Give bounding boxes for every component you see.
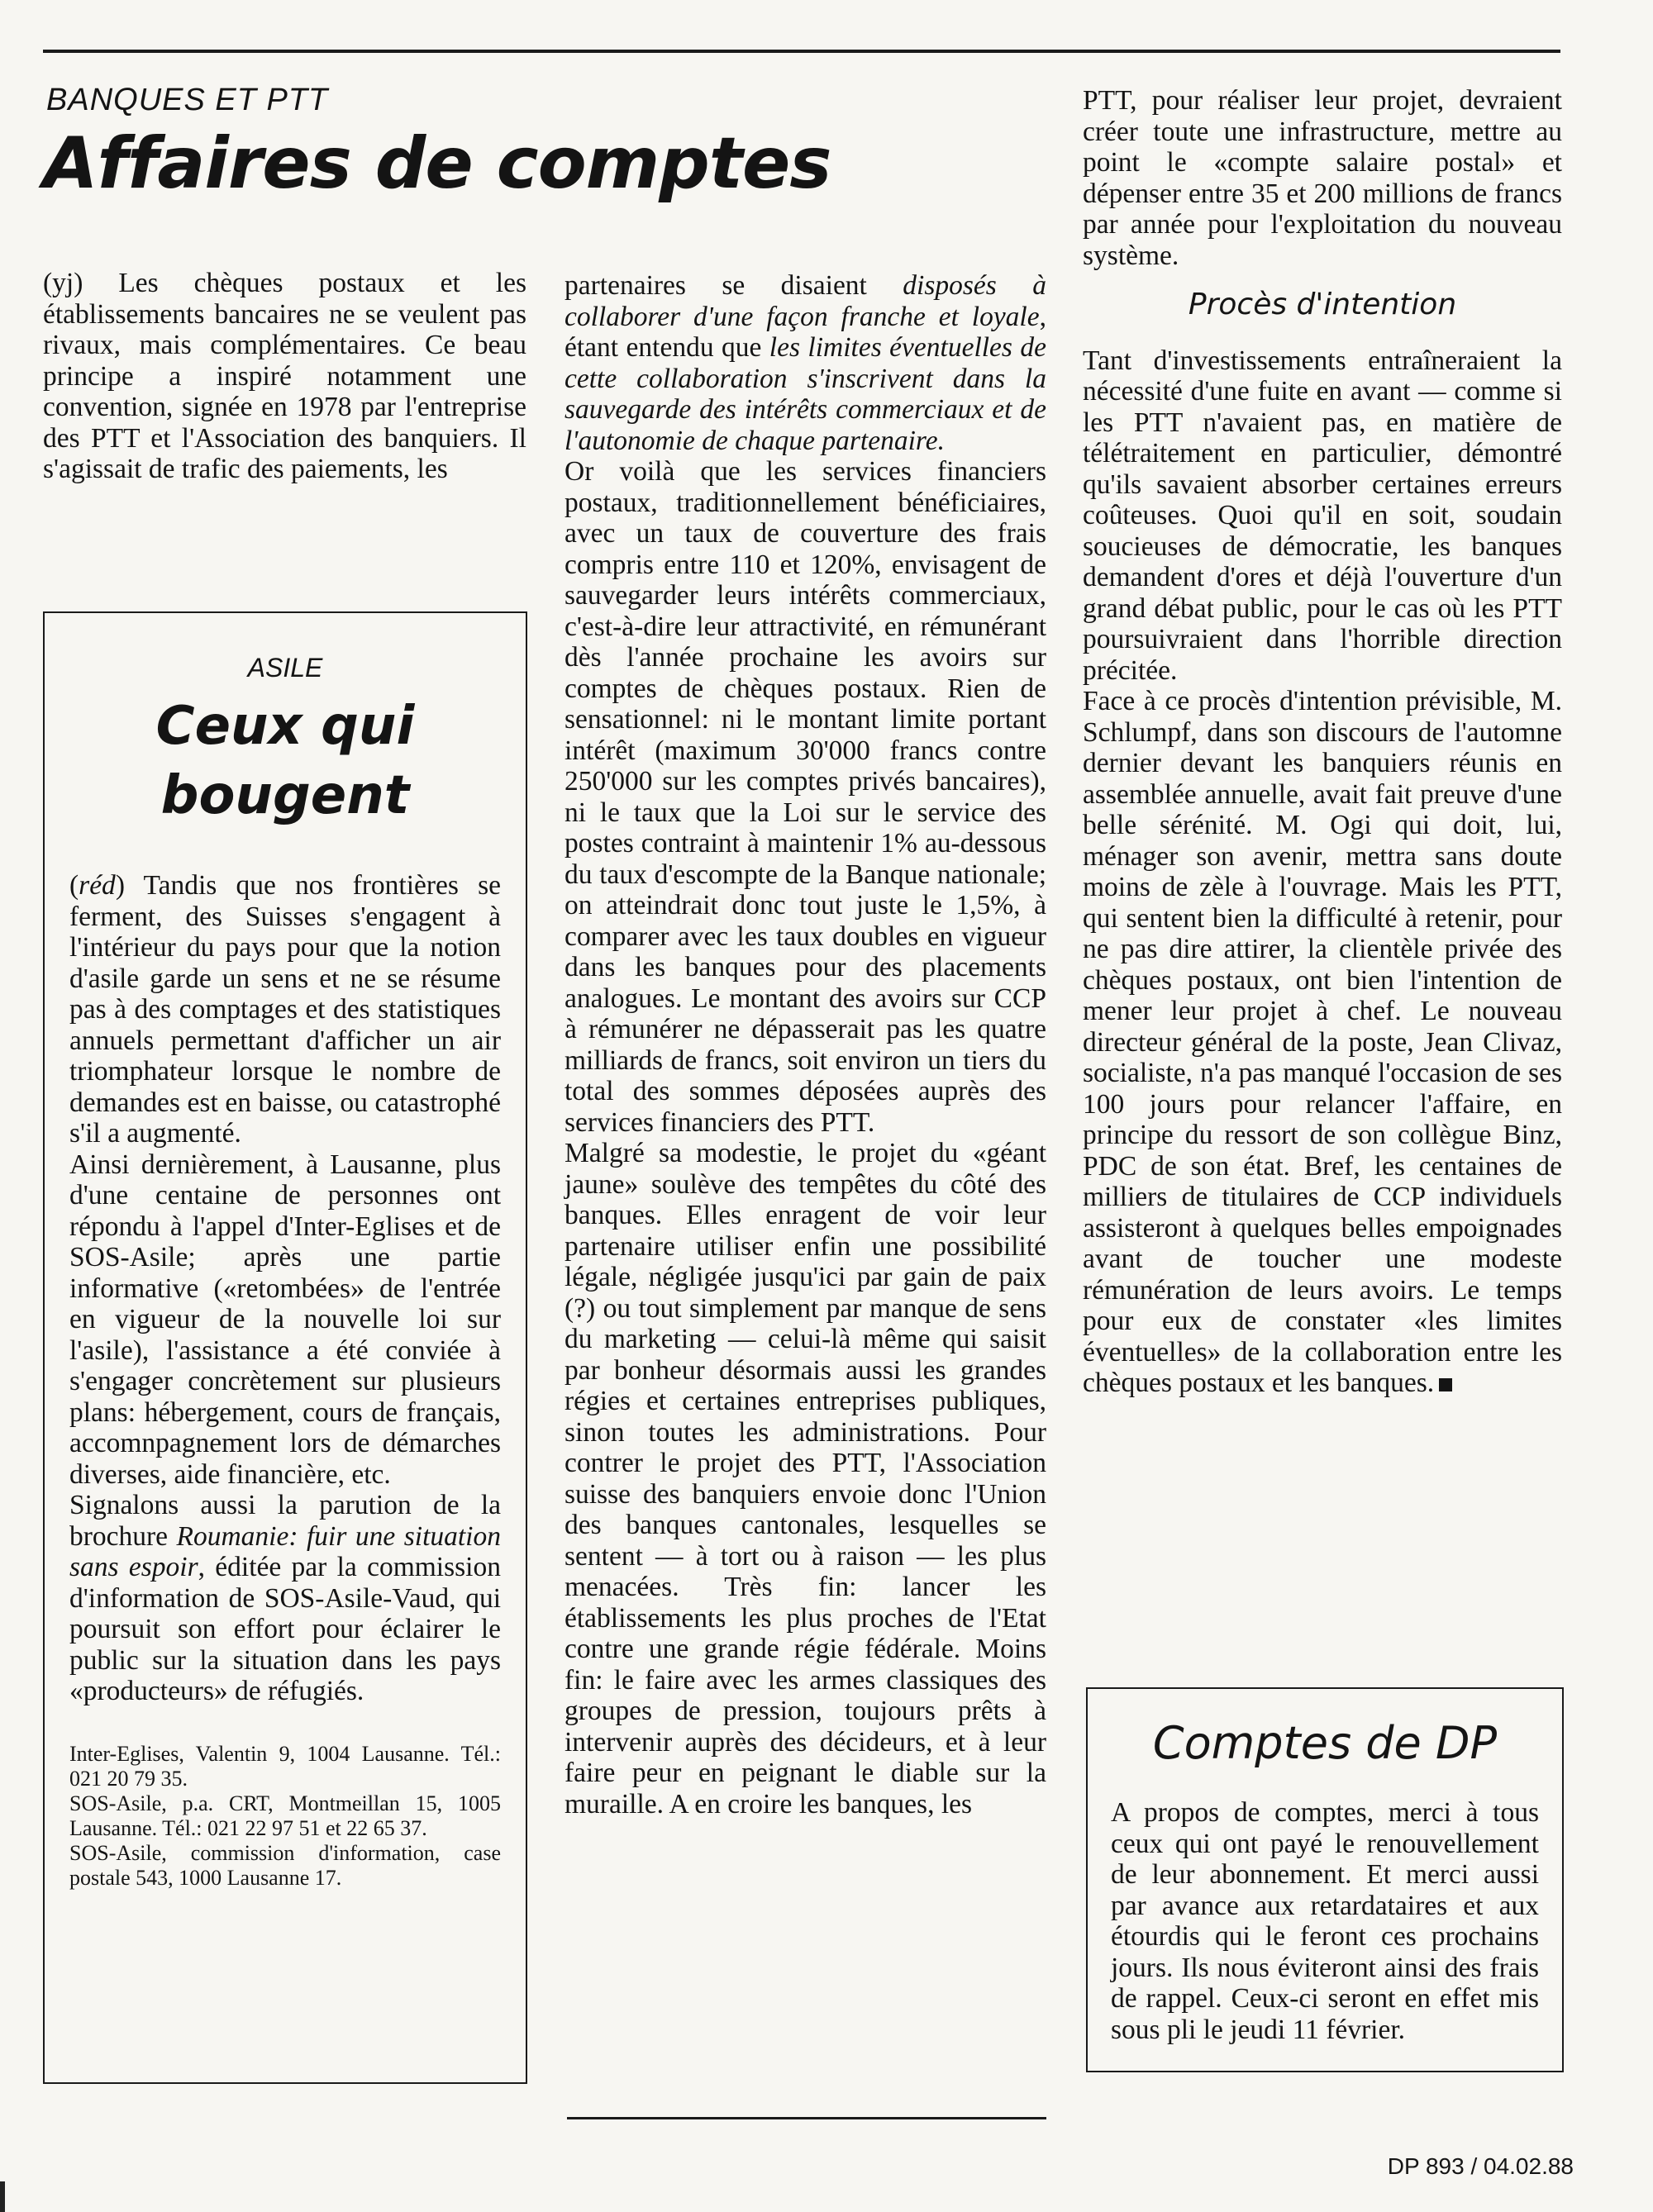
address-entry: Inter-Eglises, Valentin 9, 1004 Lausanne. Tél.: 021 20 79 35.	[69, 1741, 501, 1791]
article-paragraph: Tant d'investissements entraîneraient la nécessité d'une fuite en avant — comme si les PTT n'avaient pas, en matière de télétraitement en particulier, démontré qu'ils savaient absorber certaines erreurs coûteuses. Quoi qu'il en soit, soudain soucieuses de démocratie, les banques demandent d'ores et déjà l'ouverture d'un grand débat public, pour le cas où les PTT poursuivraient dans l'horrible direction précitée.	[1083, 345, 1562, 686]
address-entry: SOS-Asile, commission d'information, case postale 543, 1000 Lausanne 17.	[69, 1840, 501, 1890]
address-entry: SOS-Asile, p.a. CRT, Montmeillan 15, 1005 Lausanne. Tél.: 021 22 97 51 et 22 65 37.	[69, 1791, 501, 1840]
article-kicker: BANQUES ET PTT	[46, 83, 329, 117]
dp-notice-box	[1086, 1687, 1564, 2072]
page-edge-mark	[0, 2181, 5, 2212]
article-column-3	[1083, 85, 1562, 1399]
dp-notice-body: A propos de comptes, merci à tous ceux qui ont payé le renouvellement de leur abonnement. Et merci aussi par avance aux retardataires et aux étourdis qui le feront ces prochains jours. Ils nous éviteront ainsi des frais de rappel. Ceux-ci seront en effet mis sous pli le jeudi 11 février.	[1111, 1797, 1539, 2045]
article-paragraph: Malgré sa modestie, le projet du «géant jaune» soulève des tempêtes du côté des banques. Elles enragent de voir leur partenaire utiliser enfin une possibilité légale, négligée jusqu'ici par gain de paix (?) ou tout simplement par manque de sens du marketing — celui-là même qui saisit par bonheur désormais aussi les grandes régies et certaines entreprises publiques, sinon toutes les administrations. Pour contrer le projet des PTT, l'Association suisse des banquiers envoie donc l'Union des banques cantonales, lesquelles se sentent — à tort ou à raison — les plus menacées. Très fin: lancer les établissements les plus proches de l'Etat contre une grande régie fédérale. Moins fin: le faire avec les armes classiques des groupes de pression, toujours prêts à intervenir auprès des décideurs, et à leur faire peur en peignant le diable sur la muraille. A en croire les banques, les	[564, 1138, 1046, 1820]
asile-paragraph: Signalons aussi la parution de la brochure Roumanie: fuir une situation sans espoir, éditée par la commission d'information de SOS-Asile-Vaud, qui poursuit son effort pour éclairer le public sur la situation dans les pays «producteurs» de réfugiés.	[69, 1490, 501, 1706]
asile-addresses	[69, 1742, 501, 1891]
asile-sidebar-box	[43, 611, 527, 2084]
article-paragraph: Or voilà que les services financiers postaux, traditionnellement bénéficiaires, avec un taux de couverture des frais compris entre 110 et 120%, envisagent de sauvegarder leurs intérêts commerciaux, c'est-à-dire leur attractivité, en rémunérant dès l'année prochaine les avoirs sur comptes de chèques postaux. Rien de sensationnel: ni le montant limite portant intérêt (maximum 30'000 francs contre 250'000 sur les comptes privés bancaires), ni le taux que la Loi sur le service des postes contraint à maintenir 1% au-dessous du taux d'escompte de la Banque nationale; on atteindrait donc tout juste le 1,5%, à comparer avec les taux doubles en vigueur dans les banques pour des placements analogues. Le montant des avoirs sur CCP à rémunérer ne dépasserait pas les quatre milliards de francs, soit environ un tiers du total des sommes déposées auprès des services financiers des PTT.	[564, 456, 1046, 1138]
asile-kicker: ASILE	[247, 653, 323, 683]
article-paragraph: partenaires se disaient disposés à collaborer d'une façon franche et loyale, étant entendu que les limites éventuelles de cette collaboration s'inscrivent dans la sauvegarde des intérêts commerciaux et de l'autonomie de chaque partenaire.	[564, 270, 1046, 456]
article-column-1	[43, 268, 526, 485]
article-column-2	[564, 270, 1046, 1820]
top-rule	[43, 50, 1560, 53]
end-of-article-mark	[1439, 1378, 1452, 1391]
brochure-title: Roumanie: fuir une situation sans espoir	[69, 1520, 501, 1582]
dp-notice-title: Comptes de DP	[1152, 1717, 1498, 1769]
asile-author-tag: réd	[79, 870, 116, 901]
article-subhead: Procès d'intention	[1188, 288, 1457, 321]
issue-footer: DP 893 / 04.02.88	[1387, 2153, 1574, 2179]
asile-title-line-1: Ceux qui	[155, 696, 415, 757]
article-paragraph: (yj) Les chèques postaux et les établissements bancaires ne se veulent pas rivaux, mais complémentaires. Ce beau principe a inspiré notamment une convention, signée en 1978 par l'entreprise des PTT et l'Association des banquiers. Il s'agissait de trafic des paiements, les	[43, 268, 526, 484]
asile-paragraph: Ainsi dernièrement, à Lausanne, plus d'une centaine de personnes ont répondu à l'appel d'Inter-Eglises et de SOS-Asile; après une partie informative («retombées» de l'entrée en vigueur de la nouvelle loi sur l'asile), l'assistance a été conviée à s'engager concrètement sur plusieurs plans: hébergement, cours de français, accomnpagnement lors de démarches diverses, aide financière, etc.	[69, 1149, 501, 1490]
article-paragraph: PTT, pour réaliser leur projet, devraient créer toute une infrastructure, mettre au point le «compte salaire postal» et dépenser entre 35 et 200 millions de francs par année pour l'exploitation du nouveau système.	[1083, 85, 1562, 271]
asile-body	[69, 870, 501, 1707]
article-title: Affaires de comptes	[43, 122, 831, 205]
quoted-italic: disposés à collaborer d'une façon franche et loyale	[564, 270, 1046, 332]
asile-title	[69, 692, 501, 830]
article-paragraph: Face à ce procès d'intention prévisible, M. Schlumpf, dans son discours de l'automne dernier devant les banquiers réunis en assemblée annuelle, avait fait preuve d'une belle sérénité. M. Ogi qui doit, lui, ménager son avenir, mettra sans doute moins de zèle à l'ouvrage. Mais les PTT, qui sentent bien la difficulté à retenir, pour ne pas dire attirer, la clientèle privée des chèques postaux, ont bien l'intention de mener leur projet à chef. Le nouveau directeur général de la poste, Jean Clivaz, socialiste, n'a pas manqué l'occasion de ses 100 jours pour relancer l'affaire, en principe du ressort de son collègue Binz, PDC de son état. Bref, les centaines de milliers de titulaires de CCP individuels assisteront à quelques belles empoignades avant de toucher une modeste rémunération de leurs avoirs. Le temps pour eux de constater «les limites éventuelles» de la collaboration entre les chèques postaux et les banques.	[1083, 686, 1562, 1398]
column-end-rule	[567, 2117, 1046, 2119]
quoted-italic: les limites éventuelles de cette collaboration s'inscrivent dans la sauvegarde des intérêts commerciaux et de l'autonomie de chaque partenaire.	[564, 332, 1046, 456]
asile-title-line-2: bougent	[160, 765, 410, 826]
asile-paragraph: (réd) Tandis que nos frontières se ferment, des Suisses s'engagent à l'intérieur du pays pour que la notion d'asile garde un sens et ne se résume pas à des comptages et des statistiques annuels permettant d'afficher un air triomphateur lorsque le nombre de demandes est en baisse, ou catastrophé s'il a augmenté.	[69, 870, 501, 1149]
